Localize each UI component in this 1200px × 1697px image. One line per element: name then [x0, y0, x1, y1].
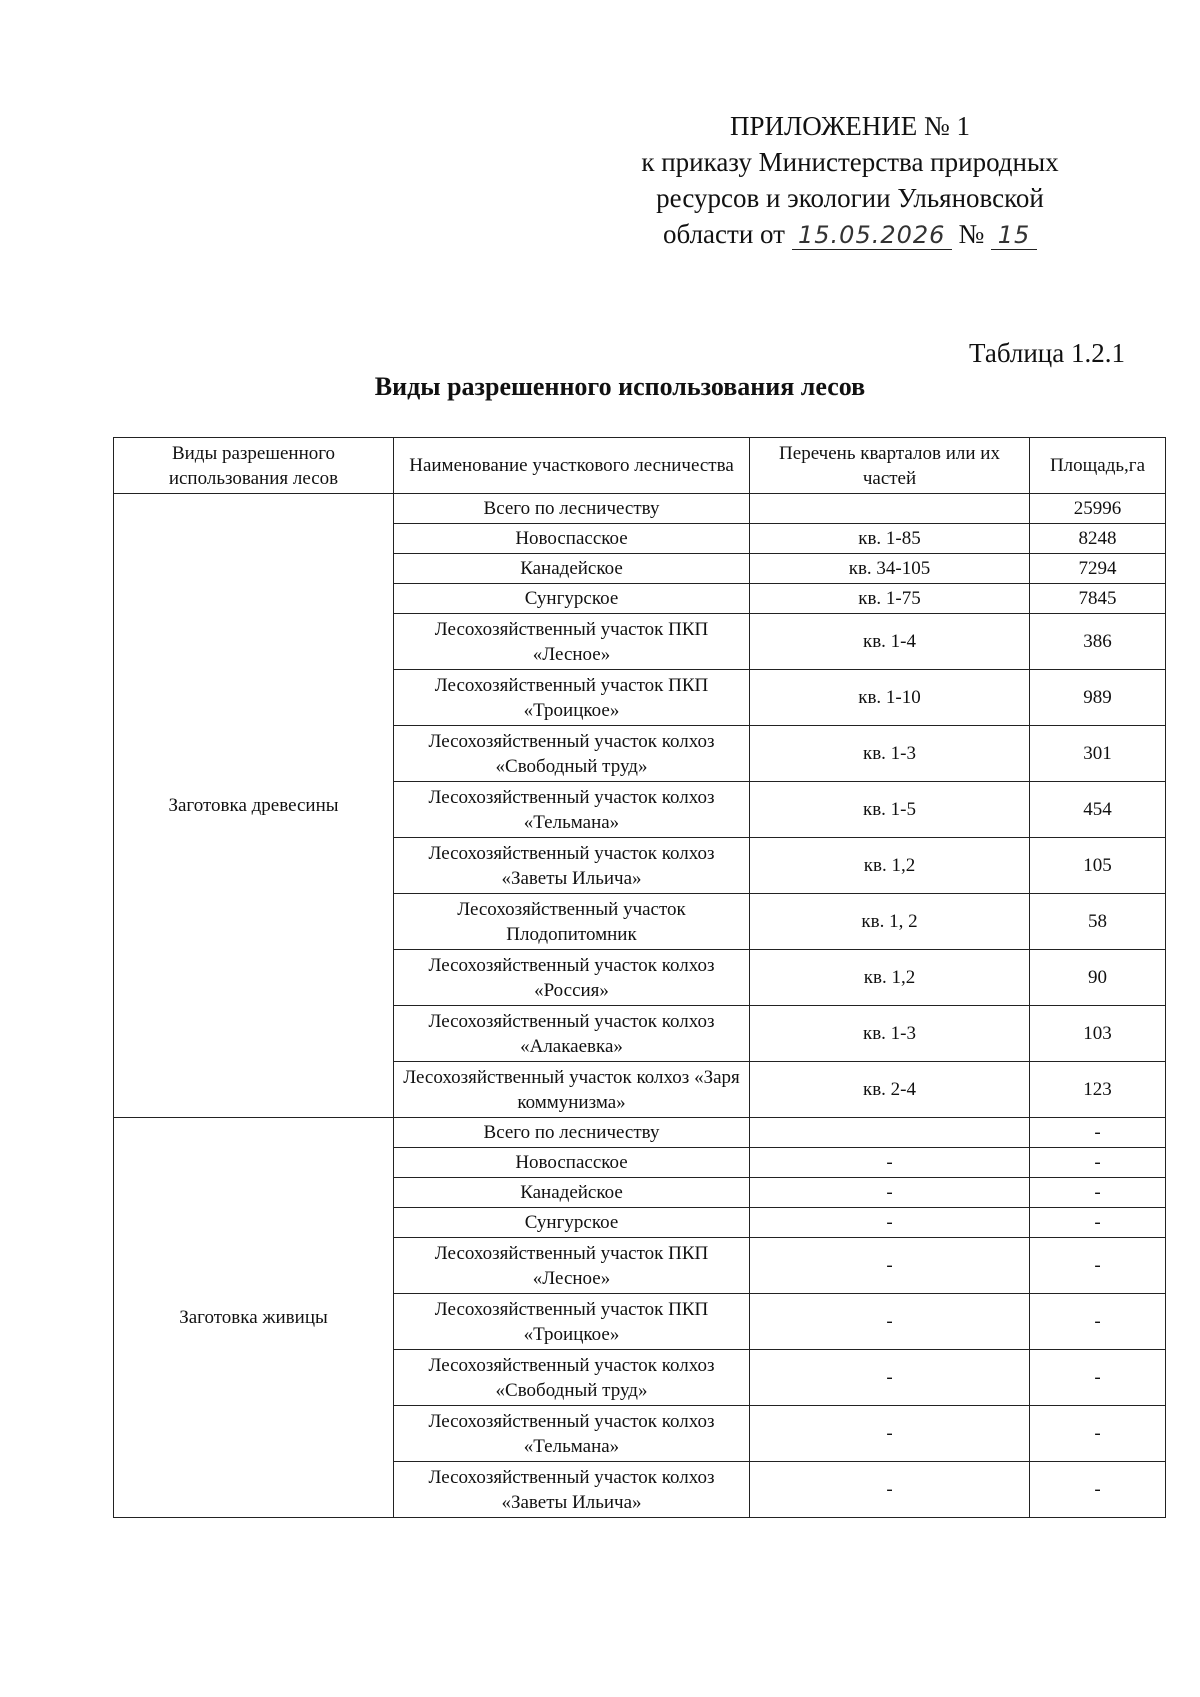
area-cell: 989	[1030, 670, 1166, 726]
district-cell: Лесохозяйственный участок ПКП «Троицкое»	[394, 670, 750, 726]
quarters-cell: -	[750, 1178, 1030, 1208]
district-cell: Новоспасское	[394, 1148, 750, 1178]
quarters-cell: кв. 1-4	[750, 614, 1030, 670]
district-cell: Новоспасское	[394, 524, 750, 554]
column-header-area: Площадь,га	[1030, 438, 1166, 494]
appendix-line-2: к приказу Министерства природных	[641, 147, 1059, 177]
table-number: Таблица 1.2.1	[969, 338, 1125, 368]
use-type-cell: Заготовка живицы	[114, 1118, 394, 1518]
quarters-cell: -	[750, 1238, 1030, 1294]
district-cell: Всего по лесничеству	[394, 1118, 750, 1148]
quarters-cell: кв. 1-75	[750, 584, 1030, 614]
quarters-cell: кв. 1, 2	[750, 894, 1030, 950]
appendix-line-3: ресурсов и экологии Ульяновской	[656, 183, 1044, 213]
area-cell: 58	[1030, 894, 1166, 950]
quarters-cell: кв. 1-5	[750, 782, 1030, 838]
column-header-use-type: Виды разрешенного использования лесов	[114, 438, 394, 494]
area-cell: 8248	[1030, 524, 1166, 554]
district-cell: Сунгурское	[394, 584, 750, 614]
district-cell: Всего по лесничеству	[394, 494, 750, 524]
table-row	[114, 1118, 1166, 1148]
forest-use-table	[113, 437, 1166, 1518]
quarters-cell: кв. 1-85	[750, 524, 1030, 554]
district-cell: Лесохозяйственный участок Плодопитомник	[394, 894, 750, 950]
quarters-cell: -	[750, 1148, 1030, 1178]
area-cell: -	[1030, 1294, 1166, 1350]
quarters-cell	[750, 494, 1030, 524]
handwritten-date: 15.05.2026	[792, 221, 952, 250]
area-cell: 105	[1030, 838, 1166, 894]
appendix-line-4	[580, 216, 1120, 252]
district-cell: Лесохозяйственный участок колхоз «Свободный труд»	[394, 726, 750, 782]
area-cell: -	[1030, 1118, 1166, 1148]
district-cell: Лесохозяйственный участок ПКП «Троицкое»	[394, 1294, 750, 1350]
column-header-quarters: Перечень кварталов или их частей	[750, 438, 1030, 494]
district-cell: Канадейское	[394, 1178, 750, 1208]
appendix-date-label: области от	[663, 219, 785, 249]
table-row	[114, 494, 1166, 524]
district-cell: Сунгурское	[394, 1208, 750, 1238]
area-cell: -	[1030, 1238, 1166, 1294]
area-cell: 7845	[1030, 584, 1166, 614]
area-cell: -	[1030, 1178, 1166, 1208]
quarters-cell: -	[750, 1294, 1030, 1350]
district-cell: Лесохозяйственный участок колхоз «Заря коммунизма»	[394, 1062, 750, 1118]
area-cell: -	[1030, 1208, 1166, 1238]
area-cell: -	[1030, 1350, 1166, 1406]
area-cell: 90	[1030, 950, 1166, 1006]
table-body	[114, 494, 1166, 1518]
area-cell: 25996	[1030, 494, 1166, 524]
district-cell: Лесохозяйственный участок колхоз «Заветы Ильича»	[394, 838, 750, 894]
quarters-cell: кв. 2-4	[750, 1062, 1030, 1118]
quarters-cell: -	[750, 1462, 1030, 1518]
district-cell: Лесохозяйственный участок колхоз «Россия»	[394, 950, 750, 1006]
quarters-cell: -	[750, 1350, 1030, 1406]
column-header-district: Наименование участкового лесничества	[394, 438, 750, 494]
table-header	[114, 438, 1166, 494]
quarters-cell: кв. 1,2	[750, 950, 1030, 1006]
district-cell: Лесохозяйственный участок ПКП «Лесное»	[394, 1238, 750, 1294]
document-title: Виды разрешенного использования лесов	[374, 372, 866, 401]
appendix-title: ПРИЛОЖЕНИЕ № 1	[729, 111, 971, 141]
district-cell: Канадейское	[394, 554, 750, 584]
handwritten-number: 15	[991, 221, 1037, 250]
area-cell: 386	[1030, 614, 1166, 670]
quarters-cell: кв. 1-3	[750, 1006, 1030, 1062]
district-cell: Лесохозяйственный участок колхоз «Заветы Ильича»	[394, 1462, 750, 1518]
quarters-cell: -	[750, 1208, 1030, 1238]
area-cell: -	[1030, 1148, 1166, 1178]
use-type-cell: Заготовка древесины	[114, 494, 394, 1118]
quarters-cell	[750, 1118, 1030, 1148]
quarters-cell: кв. 1,2	[750, 838, 1030, 894]
area-cell: 301	[1030, 726, 1166, 782]
area-cell: 7294	[1030, 554, 1166, 584]
district-cell: Лесохозяйственный участок колхоз «Тельмана»	[394, 1406, 750, 1462]
area-cell: -	[1030, 1462, 1166, 1518]
district-cell: Лесохозяйственный участок колхоз «Тельмана»	[394, 782, 750, 838]
quarters-cell: кв. 1-3	[750, 726, 1030, 782]
district-cell: Лесохозяйственный участок ПКП «Лесное»	[394, 614, 750, 670]
area-cell: 103	[1030, 1006, 1166, 1062]
quarters-cell: кв. 1-10	[750, 670, 1030, 726]
appendix-header	[580, 108, 1120, 252]
district-cell: Лесохозяйственный участок колхоз «Свободный труд»	[394, 1350, 750, 1406]
area-cell: 454	[1030, 782, 1166, 838]
quarters-cell: -	[750, 1406, 1030, 1462]
area-cell: 123	[1030, 1062, 1166, 1118]
area-cell: -	[1030, 1406, 1166, 1462]
appendix-number-label: №	[958, 219, 985, 249]
district-cell: Лесохозяйственный участок колхоз «Алакаевка»	[394, 1006, 750, 1062]
quarters-cell: кв. 34-105	[750, 554, 1030, 584]
